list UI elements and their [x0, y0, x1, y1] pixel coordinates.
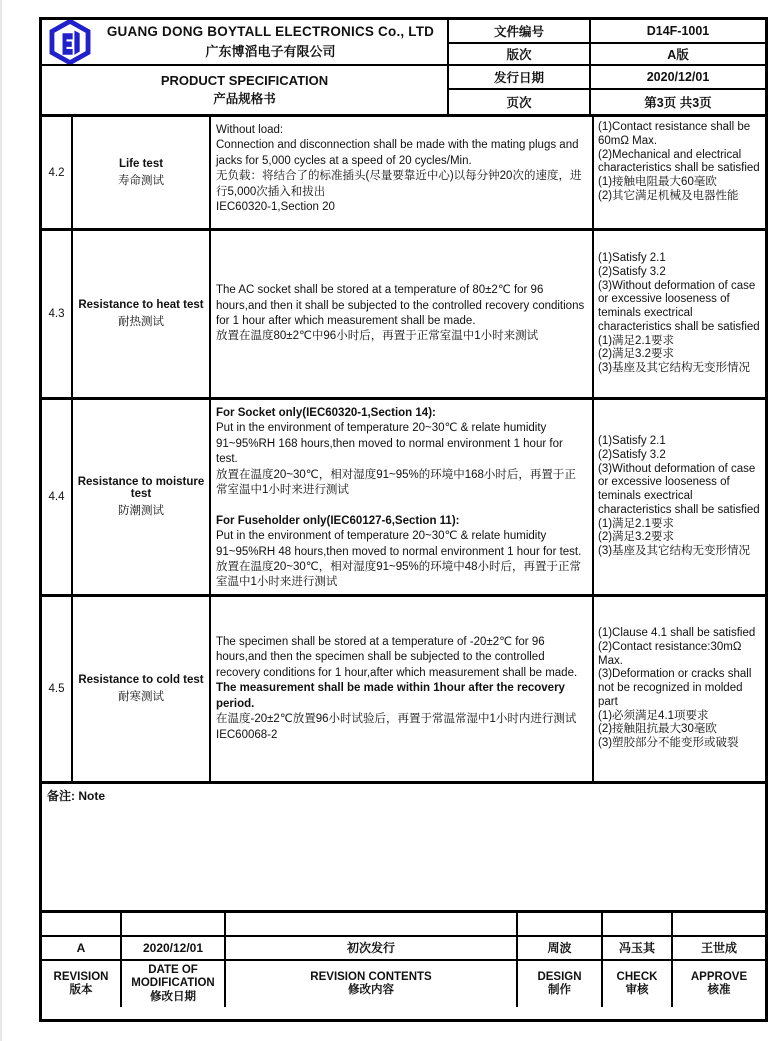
spec-row-moisture-test	[42, 400, 765, 597]
test-description: Without load: Connection and disconnection shall be made with the mating plugs and jacks for 5,000 cycles at a speed of 20 cycles/Min. 无负载：将结合了的标准插头(尽量要靠近中心)以每分钟20次的速度，进行5,000次插入和拔出 IEC60320-1,Section 20	[211, 117, 592, 228]
judgement-criteria: (1)Contact resistance shall be 60mΩ Max. (2)Mechanical and electrical characteristics shall be satisfied (1)接触电阻最大60毫欧 (2)其它满足机械及电器性能	[594, 117, 765, 228]
approver-name: 王世成	[673, 937, 765, 959]
note-label: 备注: Note	[47, 789, 105, 803]
note-section	[42, 784, 765, 913]
clause-number: 4.2	[42, 117, 71, 228]
judgement-criteria: (1)Satisfy 2.1 (2)Satisfy 3.2 (3)Without deformation of case or excessive looseness of teminals exectrical characteristics shall be satisfied (1)满足2.1要求 (2)满足3.2要求 (3)基座及其它结构无变形情况	[594, 400, 765, 594]
page-number-value: 第3页 共3页	[591, 90, 765, 114]
test-item-name-en: Resistance to heat test	[78, 299, 204, 311]
issue-date-value: 2020/12/01	[591, 66, 765, 88]
test-item-name-en: Life test	[118, 157, 164, 170]
company-name-en: GUANG DONG BOYTALL ELECTRONICS Co., LTD	[106, 24, 435, 39]
judgement-criteria: (1)Clause 4.1 shall be satisfied (2)Contact resistance:30mΩ Max. (3)Deformation or cracks shall not be recognized in molded part (1)必须满足4.1项要求 (2)接触阻抗最大30毫欧 (3)塑胶部分不能变形或破裂	[594, 597, 765, 781]
company-name	[100, 24, 441, 60]
test-item-name-cn: 寿命测试	[118, 174, 164, 187]
judgement-criteria: (1)Satisfy 2.1 (2)Satisfy 3.2 (3)Without deformation of case or excessive looseness of teminals exectrical characteristics shall be satisfied (1)满足2.1要求 (2)满足3.2要求 (3)基座及其它结构无变形情况	[594, 231, 765, 397]
test-description: The AC socket shall be stored at a temperature of 80±2℃ for 96 hours,and then it shall be subjected to the controlled recovery conditions for 1 hour after which measurement shall be made. 放置在温度80±2℃中96小时后，再置于正常室温中1小时来测试	[211, 231, 592, 397]
document-header	[42, 20, 765, 117]
specification-document-table	[39, 17, 768, 1022]
test-description: The specimen shall be stored at a temperature of -20±2℃ for 96 hours,and then the specimen shall be subjected to the controlled recovery conditions for 1 hour,after which measurement shall be made. The measurement shall be made within 1hour after the recovery period. 在温度-20±2℃放置96小时试验后，再置于常温常湿中1小时内进行测试 IEC60068-2	[211, 597, 592, 781]
document-title-en: PRODUCT SPECIFICATION	[160, 73, 329, 88]
test-item-name-en: Resistance to cold test	[78, 674, 204, 686]
spec-row-life-test	[42, 117, 765, 231]
revision-letter: A	[42, 937, 120, 959]
spec-row-cold-test	[42, 597, 765, 784]
revision-cell-empty	[42, 913, 120, 935]
document-title-cn: 产品规格书	[213, 92, 276, 106]
revision-table	[42, 913, 765, 1007]
document-title	[42, 66, 447, 114]
test-item	[73, 231, 209, 397]
test-item-name-cn: 耐寒测试	[118, 691, 164, 703]
page-number-label: 页次	[449, 90, 589, 114]
company-block	[42, 20, 447, 64]
designer-name: 周波	[518, 937, 601, 959]
check-cell-empty	[603, 913, 671, 935]
design-cell-empty	[518, 913, 601, 935]
issue-date-label: 发行日期	[449, 66, 589, 88]
test-item-name-en: Resistance to moisture test	[77, 476, 205, 500]
test-item	[73, 117, 209, 228]
test-item-name-cn: 防潮测试	[118, 505, 164, 517]
company-logo-icon	[48, 20, 92, 64]
doc-number-value: D14F-1001	[591, 20, 765, 42]
revision-header: REVISION 版本	[42, 961, 120, 1007]
version-value: A版	[591, 44, 765, 64]
version-label: 版次	[449, 44, 589, 64]
revision-contents-header: REVISION CONTENTS 修改内容	[226, 961, 516, 1007]
revision-contents: 初次发行	[226, 937, 516, 959]
test-item	[73, 400, 209, 594]
spec-row-heat-test	[42, 231, 765, 400]
clause-number: 4.3	[42, 231, 71, 397]
test-description: For Socket only(IEC60320-1,Section 14): Put in the environment of temperature 20~30℃ & relate humidity 91~95%RH 168 hours,then moved to normal environment 1 hour for test. 放置在温度20~30℃，相对湿度91~95%的环境中168小时后，再置于正常室温中1小时来进行测试 For Fuseholder only(IEC60127-6,Section 11): Put in the environment of temperature 20~30℃ & relate humidity 91~95%RH 48 hours,then moved to normal environment 1 hour for test. 放置在温度20~30℃，相对湿度91~95%的环境中48小时后，再置于正常室温中1小时来进行测试	[211, 400, 592, 594]
design-header: DESIGN 制作	[518, 961, 601, 1007]
clause-number: 4.5	[42, 597, 71, 781]
date-of-modification-header: DATE OF MODIFICATION 修改日期	[122, 961, 224, 1007]
test-item	[73, 597, 209, 781]
modification-date: 2020/12/01	[122, 937, 224, 959]
approve-header: APPROVE 核准	[673, 961, 765, 1007]
date-cell-empty	[122, 913, 224, 935]
test-item-name-cn: 耐热测试	[118, 316, 164, 328]
check-header: CHECK 审核	[603, 961, 671, 1007]
doc-number-label: 文件编号	[449, 20, 589, 42]
contents-cell-empty	[226, 913, 516, 935]
approve-cell-empty	[673, 913, 765, 935]
checker-name: 冯玉其	[603, 937, 671, 959]
clause-number: 4.4	[42, 400, 71, 594]
company-name-cn: 广东博滔电子有限公司	[205, 44, 336, 59]
